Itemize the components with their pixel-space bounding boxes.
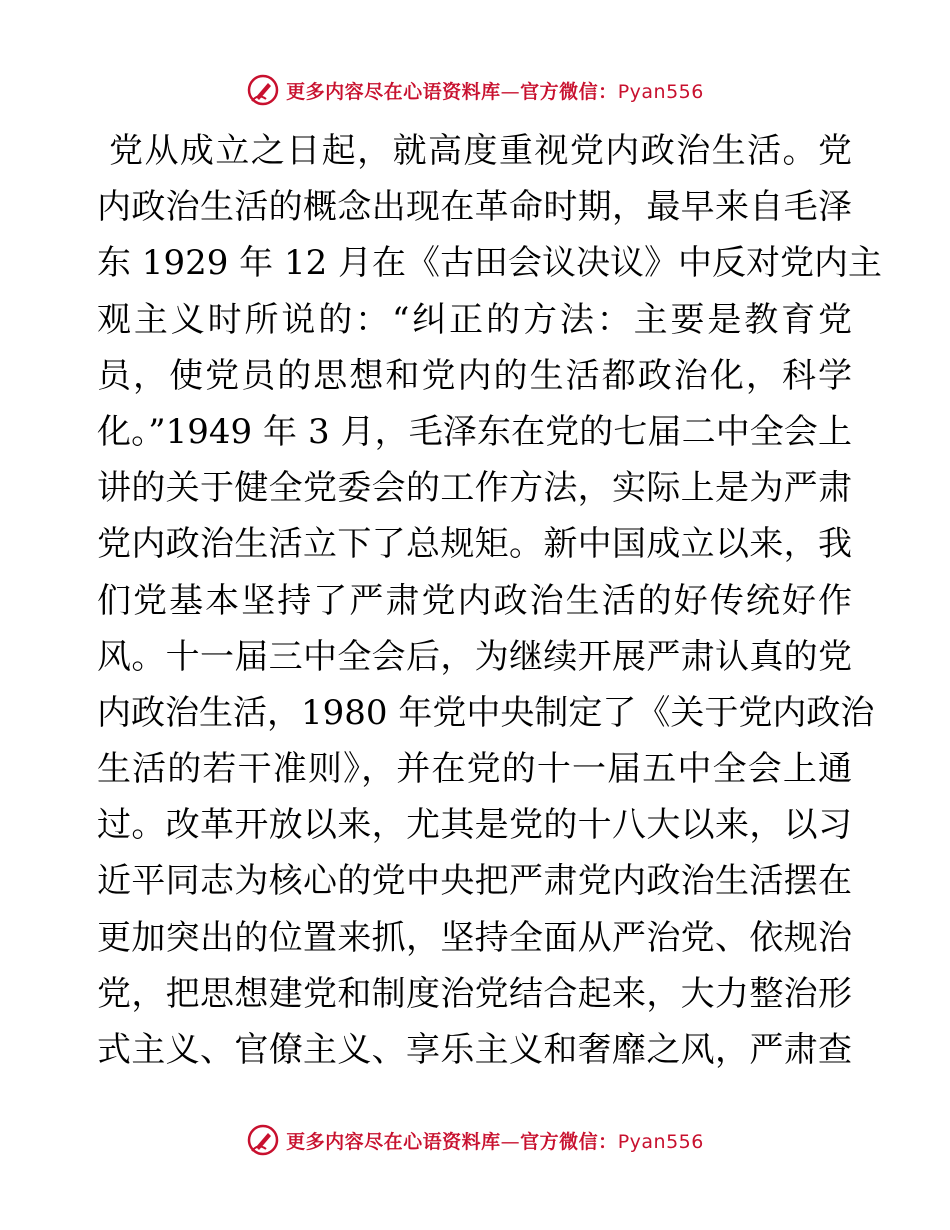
header-banner xyxy=(0,70,950,110)
text-line: 讲的关于健全党委会的工作方法，实际上是为严肃 xyxy=(97,468,852,509)
banner-wechat-label: 官方微信： xyxy=(520,80,618,103)
red-pen-circle-logo-icon xyxy=(246,1123,280,1157)
text-line: 风。十一届三中全会后，为继续开展严肃认真的党 xyxy=(97,636,852,677)
text-line: 过。改革开放以来，尤其是党的十八大以来，以习 xyxy=(97,805,852,846)
text-line: 东 1929 年 12 月在《古田会议决议》中反对党内主 xyxy=(97,243,883,284)
text-line: 近平同志为核心的党中央把严肃党内政治生活摆在 xyxy=(97,861,852,902)
document-body xyxy=(97,123,883,1078)
banner-dash: — xyxy=(500,1130,521,1153)
text-line: 更加突出的位置来抓，坚持全面从严治党、依规治 xyxy=(97,917,852,958)
text-line: 生活的若干准则》，并在党的十一届五中全会上通 xyxy=(97,749,852,790)
banner-main-text: 更多内容尽在心语资料库 xyxy=(286,80,501,103)
text-line: 们党基本坚持了严肃党内政治生活的好传统好作 xyxy=(97,580,852,621)
banner-main-text: 更多内容尽在心语资料库 xyxy=(286,1130,501,1153)
text-line: 党，把思想建党和制度治党结合起来，大力整治形 xyxy=(97,973,852,1014)
text-line: 化。”1949 年 3 月，毛泽东在党的七届二中全会上 xyxy=(97,411,852,452)
banner-wechat-label: 官方微信： xyxy=(520,1130,618,1153)
banner-text xyxy=(286,77,704,104)
text-line: 内政治生活，1980 年党中央制定了《关于党内政治 xyxy=(97,692,875,733)
text-line: 内政治生活的概念出现在革命时期，最早来自毛泽 xyxy=(97,187,852,228)
footer-banner xyxy=(0,1120,950,1160)
text-line: 式主义、官僚主义、享乐主义和奢靡之风，严肃查 xyxy=(97,1030,852,1070)
text-line: 观主义时所说的：“纠正的方法：主要是教育党 xyxy=(97,299,852,340)
banner-text xyxy=(286,1127,704,1154)
banner-wechat-id: Pyan556 xyxy=(617,1130,704,1153)
banner-dash: — xyxy=(500,80,521,103)
red-pen-circle-logo-icon xyxy=(246,73,280,107)
text-line: 党内政治生活立下了总规矩。新中国成立以来，我 xyxy=(97,524,852,565)
text-line: 党从成立之日起，就高度重视党内政治生活。党 xyxy=(109,131,852,171)
banner-wechat-id: Pyan556 xyxy=(617,80,704,103)
text-line: 员，使党员的思想和党内的生活都政治化，科学 xyxy=(97,355,852,396)
